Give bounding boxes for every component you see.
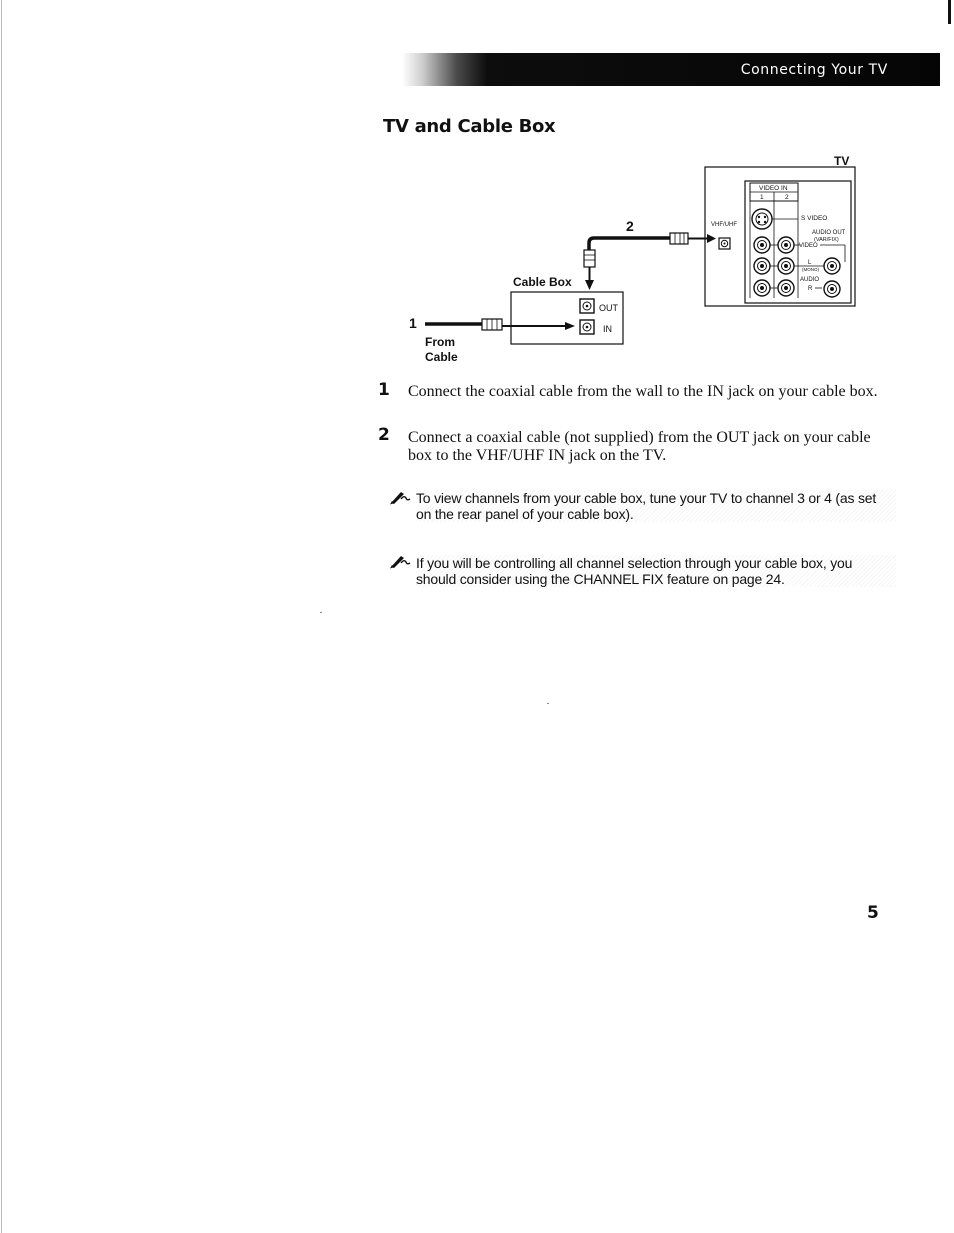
page-number: 5 xyxy=(867,903,879,923)
in-label: IN xyxy=(603,324,612,334)
cable-label: Cable xyxy=(425,350,458,364)
vhf-uhf-label: VHF/UHF xyxy=(711,222,737,228)
header-title: Connecting Your TV xyxy=(740,62,888,78)
s-video-jack xyxy=(752,209,772,229)
in-jack xyxy=(580,320,594,334)
audio-l-label: L xyxy=(808,260,812,266)
var-fix-label: (VAR/FIX) xyxy=(814,237,839,243)
s-video-label: S VIDEO xyxy=(801,215,828,222)
audio-r-label: R xyxy=(808,286,813,292)
mono-label: (MONO) xyxy=(802,267,819,272)
video-in-1-label: 1 xyxy=(760,194,764,201)
video-in-2-label: 2 xyxy=(785,194,789,201)
note-text: To view channels from your cable box, tune your TV to channel 3 or 4 (as set on the rear panel of your cable box). xyxy=(416,490,896,522)
video-label: VIDEO xyxy=(799,243,818,249)
step2-marker: 2 xyxy=(626,218,634,234)
audio-label: AUDIO xyxy=(800,277,820,283)
note-text: If you will be controlling all channel selection through your cable box, you should consider using the CHANNEL FIX feature on page 24. xyxy=(416,555,896,587)
pencil-note-icon xyxy=(389,553,411,569)
step-text: Connect a coaxial cable (not supplied) from the OUT jack on your cable box to the VHF/UHF IN jack on the TV. xyxy=(408,429,871,464)
rca-jacks xyxy=(754,237,840,297)
pencil-note-icon xyxy=(389,489,411,505)
from-label: From xyxy=(425,335,455,349)
vhf-uhf-jack xyxy=(719,238,730,249)
section-title: TV and Cable Box xyxy=(383,116,556,137)
video-in-label: VIDEO IN xyxy=(759,185,788,192)
coaxial-cable-1 xyxy=(425,319,575,330)
scan-speck xyxy=(547,703,549,704)
step-number: 2 xyxy=(378,425,390,445)
connection-diagram xyxy=(0,0,954,380)
cable-box-label: Cable Box xyxy=(513,275,572,289)
step-number: 1 xyxy=(378,380,390,400)
tv-label: TV xyxy=(834,154,850,168)
out-label: OUT xyxy=(599,303,618,313)
coaxial-cable-2 xyxy=(584,233,716,290)
scan-speck xyxy=(320,612,322,613)
step-text: Connect the coaxial cable from the wall to the IN jack on your cable box. xyxy=(408,383,878,400)
step1-marker: 1 xyxy=(409,315,417,331)
out-jack xyxy=(580,299,594,313)
audio-out-label: AUDIO OUT xyxy=(812,230,846,236)
cable-box xyxy=(511,292,623,344)
